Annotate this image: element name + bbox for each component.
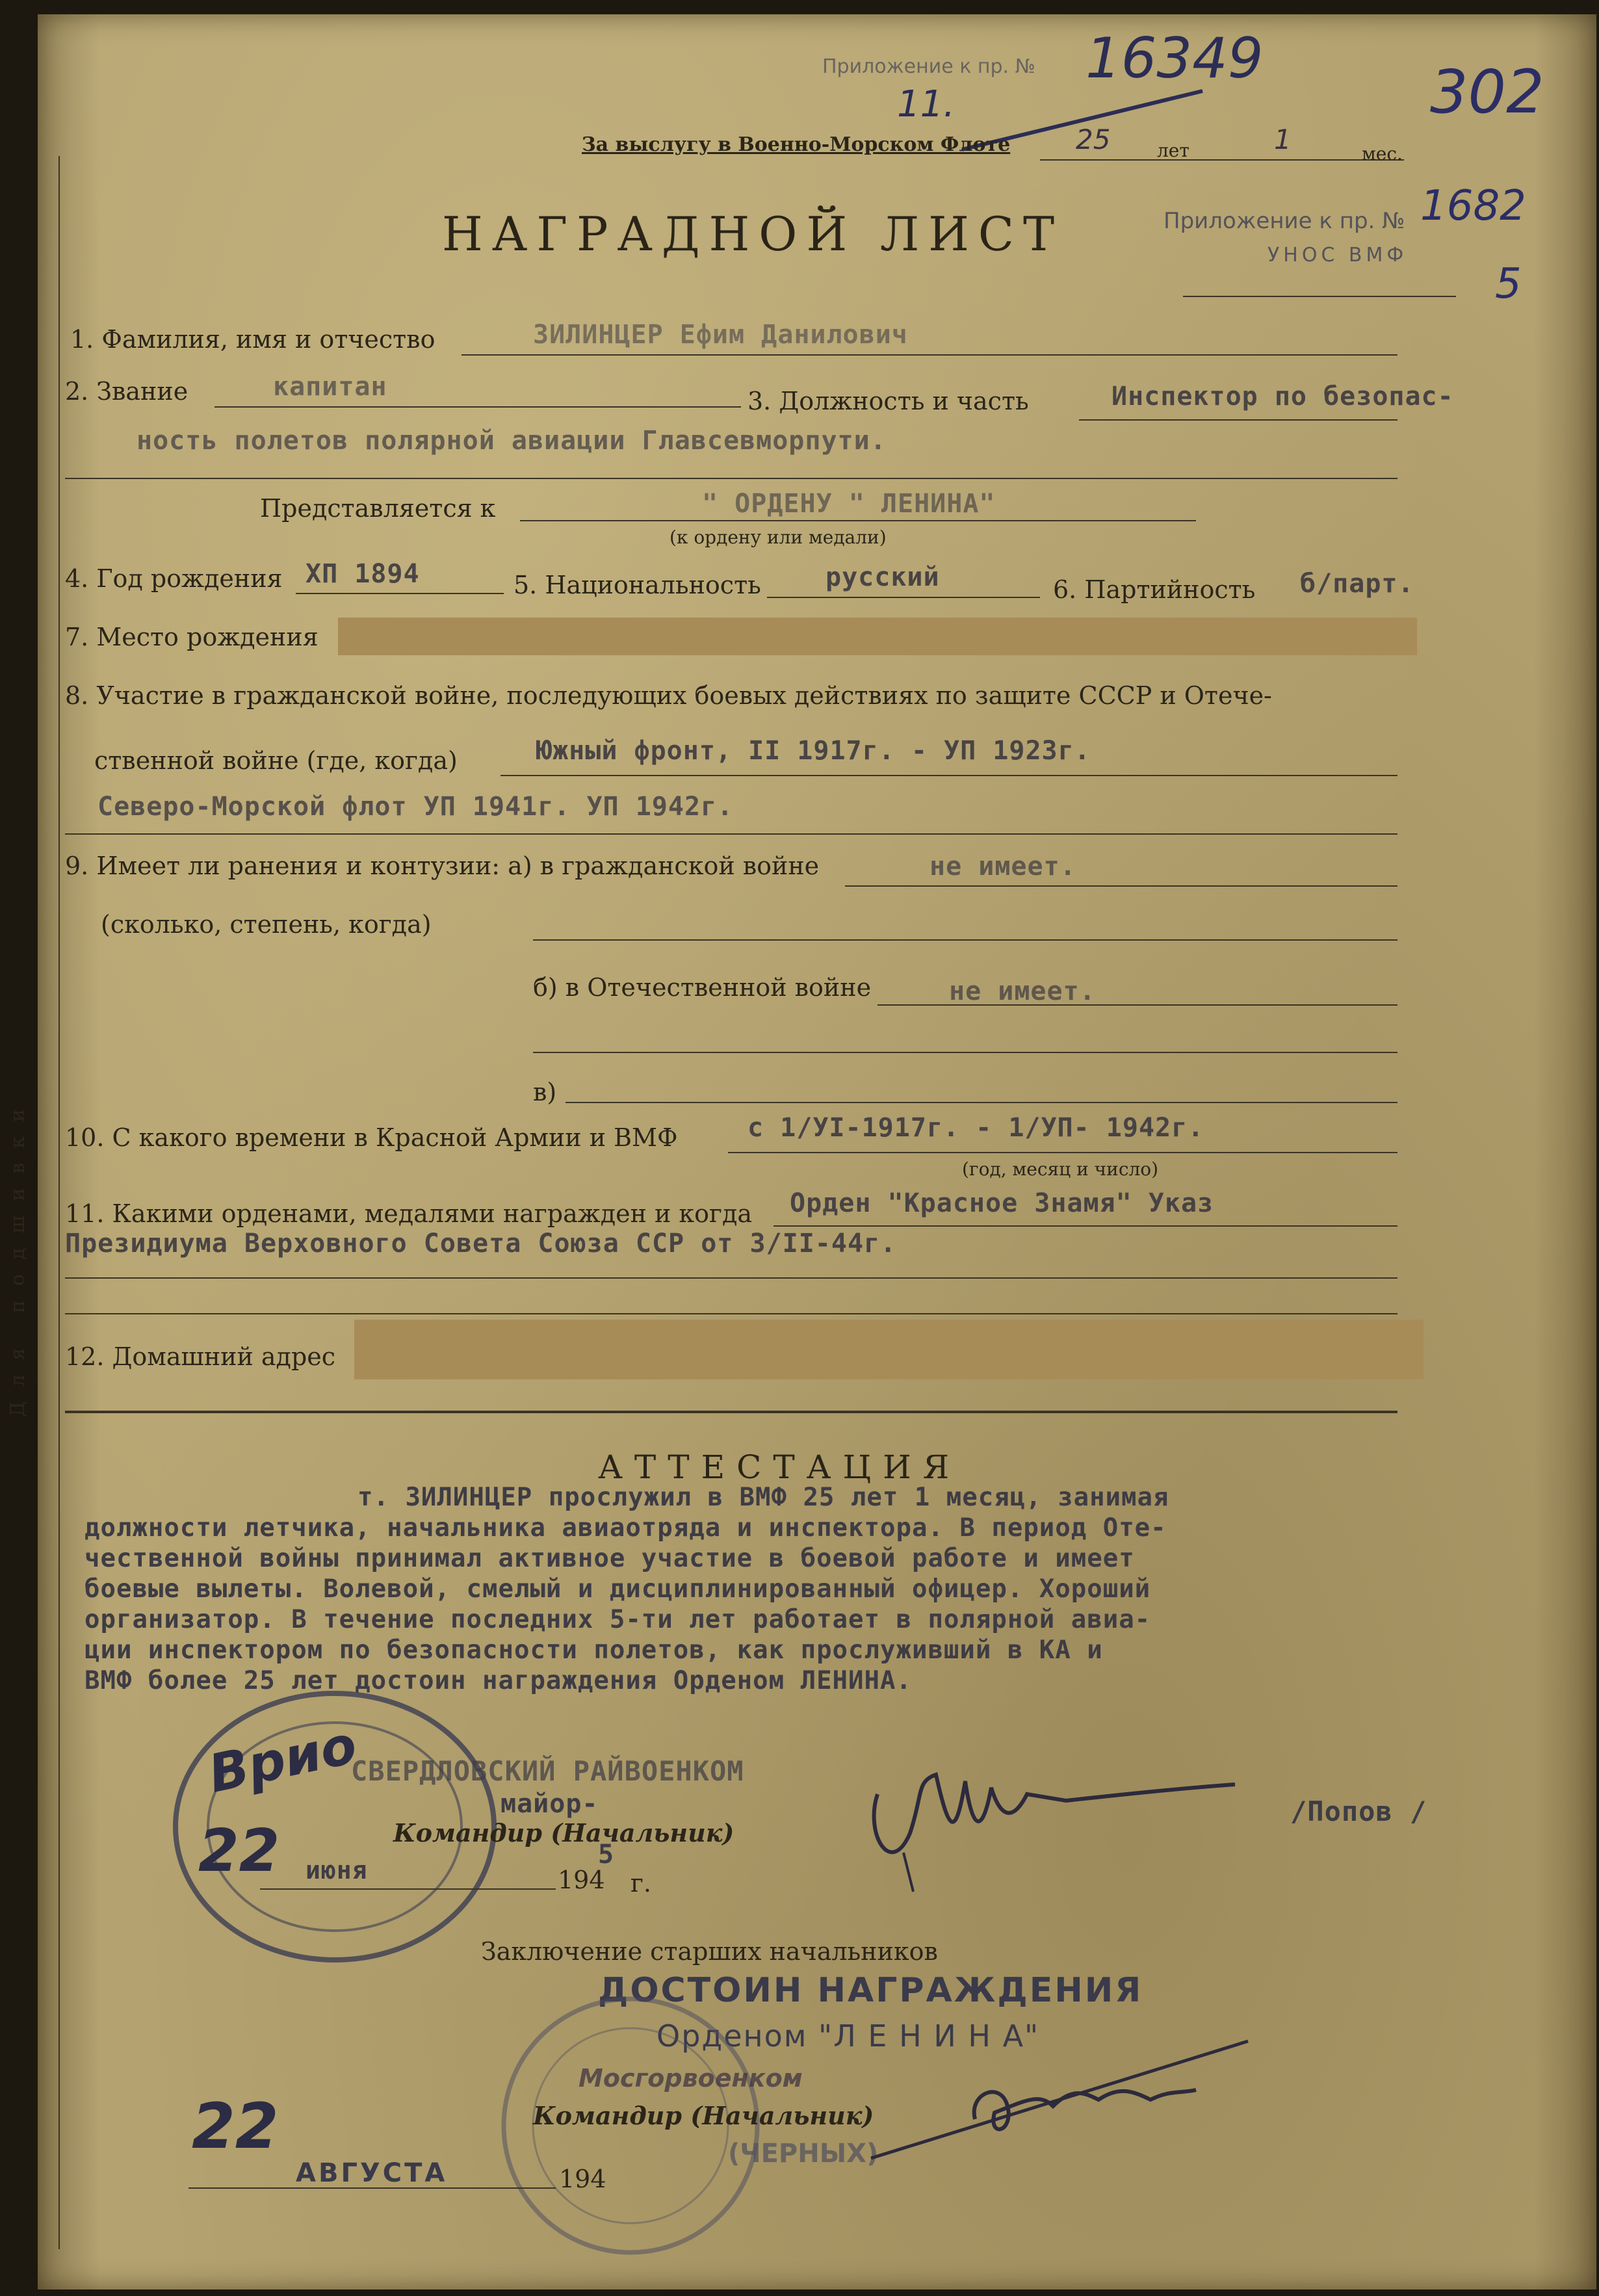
conclusion-verdict-line1: ДОСТОИН НАГРАЖДЕНИЯ [598,1971,1143,2010]
service-years-unit: лет [1157,140,1190,161]
service-months: 1 [1274,124,1292,155]
field-10-label: 10. С какого времени в Красной Армии и ВМФ [65,1123,678,1152]
conclusion-date-line [188,2187,556,2189]
rank-typed: майор- [500,1789,599,1819]
right-stamp-number: 1682 [1420,182,1526,230]
field-10-value: с 1/УI-1917г. - 1/УП- 1942г. [748,1113,1204,1143]
field-1-label: 1. Фамилия, имя и отчество [70,325,436,354]
field-4-line [296,593,504,594]
conclusion-stamp-under: (ЧЕРНЫХ) [728,2139,879,2169]
binding-margin-line [58,156,60,2249]
archive-number: 302 [1430,57,1544,127]
conclusion-date-month: АВГУСТА [296,2158,448,2188]
field-8-line [500,775,1398,776]
right-stamp-line2: УНОС ВМФ [1268,244,1408,267]
field-9-sub-label: (сколько, степень, когда) [101,910,432,939]
conclusion-verdict-line2: Орденом "Л Е Н И Н А" [656,2018,1040,2054]
field-12-label: 12. Домашний адрес [65,1342,336,1371]
right-stamp-line1: Приложение к пр. № [1164,208,1405,234]
field-3-line [1079,419,1398,421]
field-9-label-b: б) в Отечественной войне [533,973,872,1002]
handwritten-vrio: Врио [203,1714,362,1805]
field-2-label: 2. Звание [65,377,188,406]
attestation-date-g: г. [630,1869,651,1898]
present-label: Представляется к [260,494,496,523]
field-11-line-2 [65,1277,1398,1279]
signer-name: /Попов / [1290,1795,1427,1827]
field-8-label-line2: ственной войне (где, когда) [94,746,458,775]
field-10-hint: (год, месяц и число) [962,1158,1159,1180]
field-9-line-a [845,885,1398,887]
field-3-value-line2: ность полетов полярной авиации Главсевморпути. [136,426,887,456]
attestation-date-day: 22 [198,1817,280,1885]
field-9-line-a2 [533,939,1398,941]
attestation-date-line [260,1888,556,1890]
service-months-unit: мес. [1362,143,1403,164]
unit-typed: СВЕРДЛОВСКИЙ РАЙВОЕНКОМ [351,1755,744,1787]
field-9-value-b: не имеет. [949,976,1096,1006]
redaction-address [354,1320,1424,1379]
seal-2-text: Мосгорвоенком [578,2064,803,2093]
field-3-line-2 [65,478,1398,479]
attestation-line: чественной войны принимал активное участие в боевой работе и имеет [84,1544,1135,1573]
field-8-value-line2: Северо-Морской флот УП 1941г. УП 1942г. [98,792,734,822]
attestation-line: организатор. В течение последних 5-ти лет работает в полярной авиа- [84,1605,1151,1634]
field-12-line [65,1411,1398,1413]
field-9-label: 9. Имеет ли ранения и контузии: а) в гражданской войне [65,852,820,880]
attestation-line: ции инспектором по безопасности полетов, как прослуживший в КА и [84,1636,1103,1665]
field-10-line [728,1152,1398,1153]
field-11-line-3 [65,1313,1398,1314]
field-8-value-line1: Южный фронт, II 1917г. - УП 1923г. [536,736,1091,766]
field-11-value-line1: Орден "Красное Знамя" Указ [790,1188,1214,1218]
field-5-label: 5. Национальность [514,571,761,599]
field-5-value: русский [826,562,940,592]
right-stamp-rule [1183,296,1456,297]
field-4-label: 4. Год рождения [65,564,283,593]
field-9-value-a: не имеет. [930,852,1076,881]
field-8-line-2 [65,833,1398,835]
field-9-label-c: в) [533,1078,557,1106]
field-5-line [767,597,1040,598]
commander-signature [852,1755,1242,1898]
field-2-line [214,406,741,408]
page-title: НАГРАДНОЙ ЛИСТ [442,207,1063,261]
attestation-date-year-prefix: 194 [558,1866,605,1894]
present-line [520,520,1196,521]
field-3-value-line1: Инспектор по безопас- [1112,382,1454,411]
attestation-text [84,1482,1450,1696]
field-6-value: б/парт. [1300,569,1414,599]
conclusion-label: Заключение старших начальников [481,1937,938,1966]
binding-margin-label: Для подшивки [6,1095,29,1417]
redaction-birthplace [338,618,1417,655]
field-9-line-b2 [533,1052,1398,1053]
conclusion-date-year: 194 [559,2165,606,2193]
attachment-number-2: 11. [897,83,956,125]
attachment-stamp: Приложение к пр. № [822,55,1035,78]
field-11-line [774,1225,1398,1227]
present-value: " ОРДЕНУ " ЛЕНИНА" [702,489,996,519]
field-9-line-c [566,1102,1398,1103]
field-11-value-line2: Президиума Верховного Совета Союза ССР от 3/II-44г. [65,1229,897,1259]
field-3-label: 3. Должность и часть [748,387,1029,415]
conclusion-commander-label: Командир (Начальник) [533,2101,874,2130]
field-7-label: 7. Место рождения [65,623,318,651]
service-line-prefix: За выслугу в Военно-Морском Флоте [582,133,1011,156]
field-11-label: 11. Какими орденами, медалями награжден и когда [65,1199,753,1228]
attestation-line: боевые вылеты. Волевой, смелый и дисциплинированный офицер. Хороший [84,1574,1151,1604]
conclusion-signature [858,2028,1261,2184]
field-8-label-line1: 8. Участие в гражданской войне, последующих боевых действиях по защите СССР и Отече- [65,681,1272,710]
field-1-line [462,354,1398,356]
attestation-date-month: июня [306,1856,368,1885]
attachment-number: 16349 [1086,26,1264,91]
attestation-date-year-suffix: 5 [598,1840,615,1870]
right-stamp-line3: 5 [1495,260,1522,308]
field-6-label: 6. Партийность [1053,575,1256,604]
present-hint: (к ордену или медали) [670,527,887,548]
commander-label: Командир (Начальник) [393,1818,734,1847]
service-years: 25 [1076,124,1111,155]
field-2-value: капитан [273,372,387,402]
field-9-line-b [878,1004,1398,1006]
service-line-rule [1040,159,1404,161]
attestation-line: должности летчика, начальника авиаотряда и инспектора. В период Оте- [84,1513,1167,1543]
field-4-value: XП 1894 [306,559,420,589]
attestation-line: ВМФ более 25 лет достоин награждения Орденом ЛЕНИНА. [84,1666,912,1695]
field-1-value: ЗИЛИНЦЕР Ефим Данилович [533,320,908,350]
conclusion-date-day: 22 [192,2090,279,2163]
attestation-title: АТТЕСТАЦИЯ [598,1448,961,1486]
attestation-line: т. ЗИЛИНЦЕР прослужил в ВМФ 25 лет 1 месяц, занимая [358,1483,1169,1512]
